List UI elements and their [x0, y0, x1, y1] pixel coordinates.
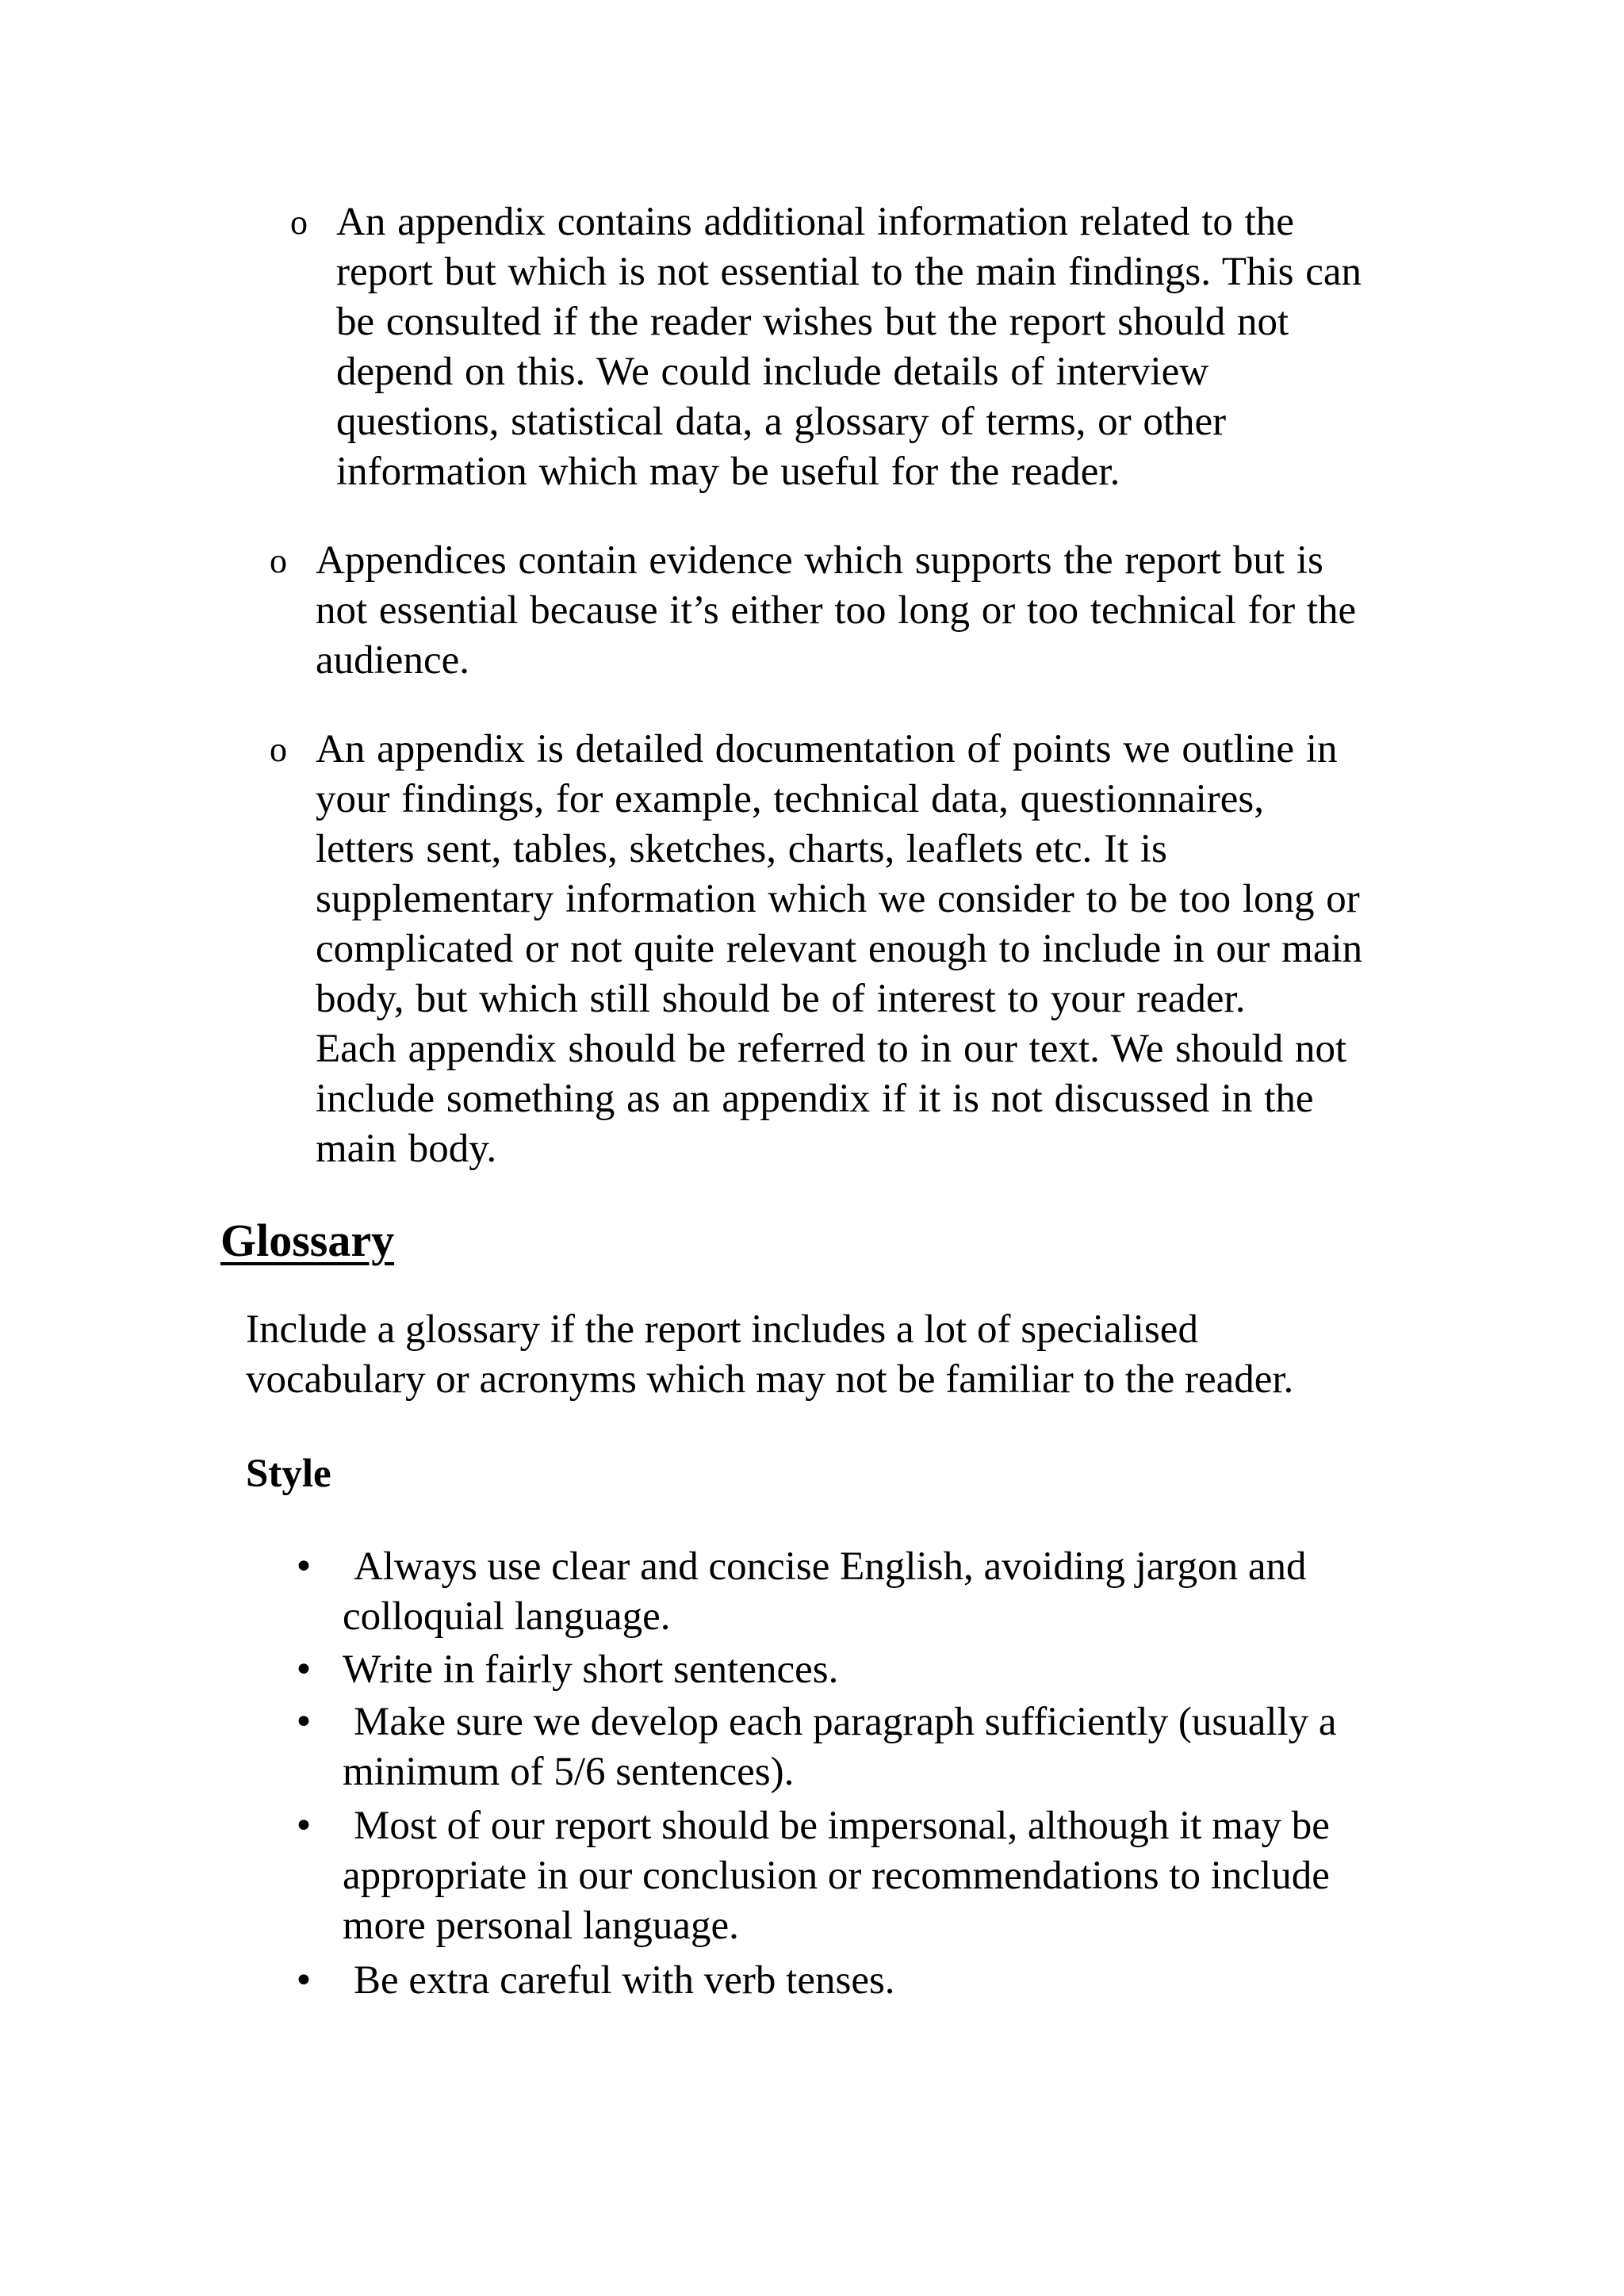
text-span: Always use clear and concise English, avoiding jargon and — [354, 1544, 1307, 1589]
text-line: not essential because it’s either too long or too technical for the — [316, 588, 1357, 633]
text-line: letters sent, tables, sketches, charts, leaflets etc. It is — [316, 827, 1167, 871]
list-marker: o — [270, 541, 287, 580]
text-line: main body. — [316, 1127, 497, 1171]
text-line: report but which is not essential to the main findings. This can — [336, 250, 1362, 294]
list-item — [293, 1801, 1437, 1951]
text-line: Each appendix should be referred to in our text. We should not — [316, 1027, 1347, 1071]
glossary-heading: Glossary — [220, 1215, 395, 1266]
text-line: depend on this. We could include details of interview — [336, 350, 1209, 394]
text-line: include something as an appendix if it is not discussed in the — [316, 1077, 1314, 1121]
list-item — [293, 1645, 1437, 1695]
bullet-icon: • — [293, 1806, 314, 1846]
list-item — [293, 1956, 1437, 2006]
text-line: Write in fairly short sentences. — [343, 1647, 839, 1692]
text-line: your findings, for example, technical data, questionnaires, — [316, 777, 1264, 821]
text-line: questions, statistical data, a glossary of terms, or other — [336, 400, 1227, 444]
text-line: minimum of 5/6 sentences). — [343, 1750, 795, 1794]
text-line: audience. — [316, 638, 469, 683]
glossary-paragraph — [246, 1305, 1435, 1405]
list-item — [293, 1697, 1437, 1797]
text-line: Appendices contain evidence which supports the report but is — [316, 538, 1323, 583]
text-span: Be extra careful with verb tenses. — [354, 1958, 895, 2003]
text-line: colloquial language. — [343, 1594, 671, 1639]
text-line: information which may be useful for the reader. — [336, 450, 1120, 494]
text-line — [343, 1697, 1437, 1747]
text-line: vocabulary or acronyms which may not be familiar to the reader. — [246, 1357, 1294, 1402]
text-line: more personal language. — [343, 1904, 739, 1948]
text-line: An appendix contains additional information related to the — [336, 200, 1294, 244]
appendix-item — [270, 725, 1450, 1174]
bullet-icon: • — [293, 1702, 314, 1743]
text-line — [343, 1956, 1437, 2006]
bullet-icon: • — [293, 1650, 314, 1690]
text-line — [343, 1801, 1437, 1851]
text-line: be consulted if the reader wishes but the report should not — [336, 300, 1289, 344]
list-marker: o — [290, 203, 308, 242]
bullet-icon: • — [293, 1547, 314, 1587]
list-item — [293, 1542, 1437, 1642]
style-heading: Style — [246, 1452, 331, 1496]
text-line: appropriate in our conclusion or recommendations to include — [343, 1854, 1330, 1898]
appendix-item — [290, 197, 1446, 497]
text-span: Most of our report should be impersonal, although it may be — [354, 1804, 1330, 1848]
text-line: complicated or not quite relevant enough to include in our main — [316, 927, 1363, 971]
text-line: body, but which still should be of interest to your reader. — [316, 977, 1246, 1021]
text-line: supplementary information which we consider to be too long or — [316, 877, 1360, 921]
list-marker: o — [270, 730, 287, 769]
bullet-icon: • — [293, 1961, 314, 2001]
text-span: Make sure we develop each paragraph sufficiently (usually a — [354, 1700, 1337, 1744]
text-line — [343, 1542, 1437, 1592]
appendix-item — [270, 536, 1450, 686]
text-line: An appendix is detailed documentation of points we outline in — [316, 727, 1338, 771]
text-line: Include a glossary if the report includes a lot of specialised — [246, 1307, 1198, 1352]
